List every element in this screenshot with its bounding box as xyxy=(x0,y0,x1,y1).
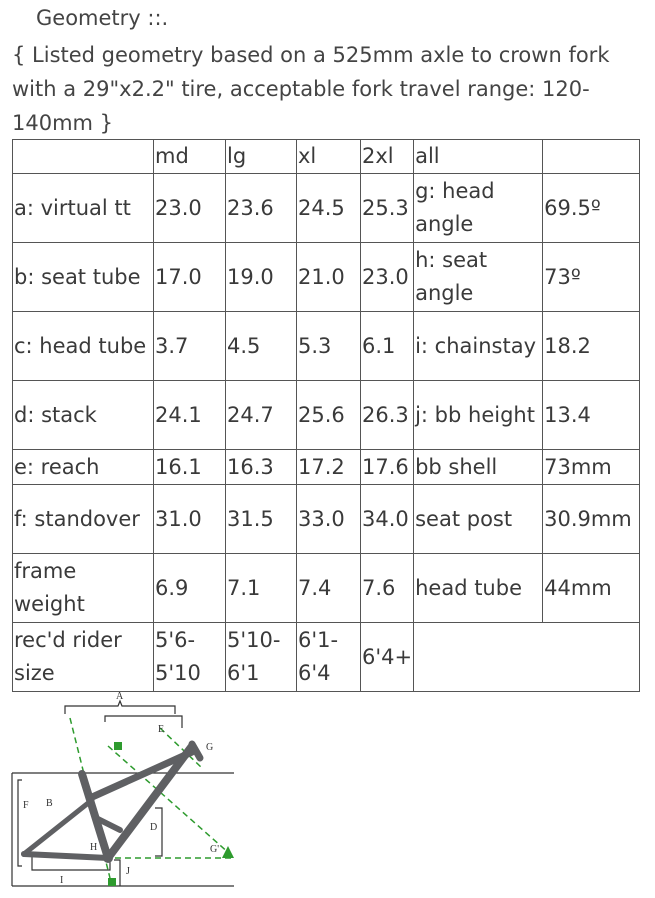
label-i: I xyxy=(60,875,64,886)
table-cell: 73mm xyxy=(543,450,640,485)
table-cell: 24.7 xyxy=(226,381,297,450)
label-g: G xyxy=(206,742,214,753)
label-e: E xyxy=(158,724,165,735)
table-cell: 33.0 xyxy=(297,485,361,554)
table-cell: 7.4 xyxy=(297,554,361,623)
table-cell: frame weight xyxy=(13,554,154,623)
table-cell: 7.6 xyxy=(361,554,414,623)
ground-lines xyxy=(12,773,234,886)
table-row xyxy=(13,174,640,243)
label-a: A xyxy=(116,691,124,702)
table-cell: 6.9 xyxy=(154,554,226,623)
table-cell: g: head angle xyxy=(414,174,543,243)
table-cell: a: virtual tt xyxy=(13,174,154,243)
table-row xyxy=(13,450,640,485)
table-cell: 31.0 xyxy=(154,485,226,554)
label-g-prime: G' xyxy=(210,844,220,855)
table-row xyxy=(13,623,640,692)
table-cell: i: chainstay xyxy=(414,312,543,381)
table-header-cell xyxy=(543,140,640,174)
table-cell: c: head tube xyxy=(13,312,154,381)
table-cell: 18.2 xyxy=(543,312,640,381)
table-row xyxy=(13,381,640,450)
table-row xyxy=(13,485,640,554)
table-cell: 73º xyxy=(543,243,640,312)
table-cell: 24.1 xyxy=(154,381,226,450)
geometry-note: { Listed geometry based on a 525mm axle to crown fork with a 29"x2.2" tire, acceptable fork travel range: 120-140mm } xyxy=(12,43,610,135)
table-cell: 25.3 xyxy=(361,174,414,243)
table-header-cell xyxy=(13,140,154,174)
table-cell: 26.3 xyxy=(361,381,414,450)
table-cell: j: bb height xyxy=(414,381,543,450)
table-cell: 16.1 xyxy=(154,450,226,485)
table-row xyxy=(13,554,640,623)
label-j: J xyxy=(126,866,130,877)
headtube-marker xyxy=(114,742,122,750)
table-cell: 5.3 xyxy=(297,312,361,381)
table-cell: 17.6 xyxy=(361,450,414,485)
table-cell: rec'd rider size xyxy=(13,623,154,692)
table-cell: 19.0 xyxy=(226,243,297,312)
table-cell: 13.4 xyxy=(543,381,640,450)
table-cell: 4.5 xyxy=(226,312,297,381)
table-cell-empty xyxy=(414,623,640,692)
table-cell: 23.6 xyxy=(226,174,297,243)
table-cell: 21.0 xyxy=(297,243,361,312)
table-cell: b: seat tube xyxy=(13,243,154,312)
table-row xyxy=(13,243,640,312)
table-cell: 5'10-6'1 xyxy=(226,623,297,692)
table-cell: 30.9mm xyxy=(543,485,640,554)
table-cell: 25.6 xyxy=(297,381,361,450)
table-cell: 24.5 xyxy=(297,174,361,243)
table-cell: 69.5º xyxy=(543,174,640,243)
label-h: H xyxy=(90,842,98,853)
table-cell: 5'6-5'10 xyxy=(154,623,226,692)
table-cell: 6'1-6'4 xyxy=(297,623,361,692)
table-cell: head tube xyxy=(414,554,543,623)
table-cell: bb shell xyxy=(414,450,543,485)
table-cell: 3.7 xyxy=(154,312,226,381)
frame-geometry-diagram xyxy=(10,688,238,893)
geometry-table xyxy=(12,139,640,692)
table-header-cell: md xyxy=(154,140,226,174)
table-cell: d: stack xyxy=(13,381,154,450)
table-header-cell: 2xl xyxy=(361,140,414,174)
table-cell: 44mm xyxy=(543,554,640,623)
bottom-bracket xyxy=(103,853,113,863)
table-header-row xyxy=(13,140,640,174)
table-cell: 7.1 xyxy=(226,554,297,623)
table-header-cell: all xyxy=(414,140,543,174)
table-cell: 6.1 xyxy=(361,312,414,381)
table-cell: 6'4+ xyxy=(361,623,414,692)
label-f: F xyxy=(23,800,29,811)
table-cell: 16.3 xyxy=(226,450,297,485)
label-d: D xyxy=(150,822,158,833)
table-header-cell: lg xyxy=(226,140,297,174)
page-heading: Geometry ::. xyxy=(36,6,169,30)
table-cell: 23.0 xyxy=(154,174,226,243)
table-cell: 17.2 xyxy=(297,450,361,485)
table-row xyxy=(13,312,640,381)
table-cell: f: standover xyxy=(13,485,154,554)
label-b: B xyxy=(46,798,53,809)
rear-axle xyxy=(21,851,27,857)
table-cell: 31.5 xyxy=(226,485,297,554)
table-cell: seat post xyxy=(414,485,543,554)
bb-marker xyxy=(108,878,116,886)
table-cell: h: seat angle xyxy=(414,243,543,312)
table-header-cell: xl xyxy=(297,140,361,174)
table-cell: e: reach xyxy=(13,450,154,485)
table-cell: 17.0 xyxy=(154,243,226,312)
table-cell: 23.0 xyxy=(361,243,414,312)
table-cell: 34.0 xyxy=(361,485,414,554)
